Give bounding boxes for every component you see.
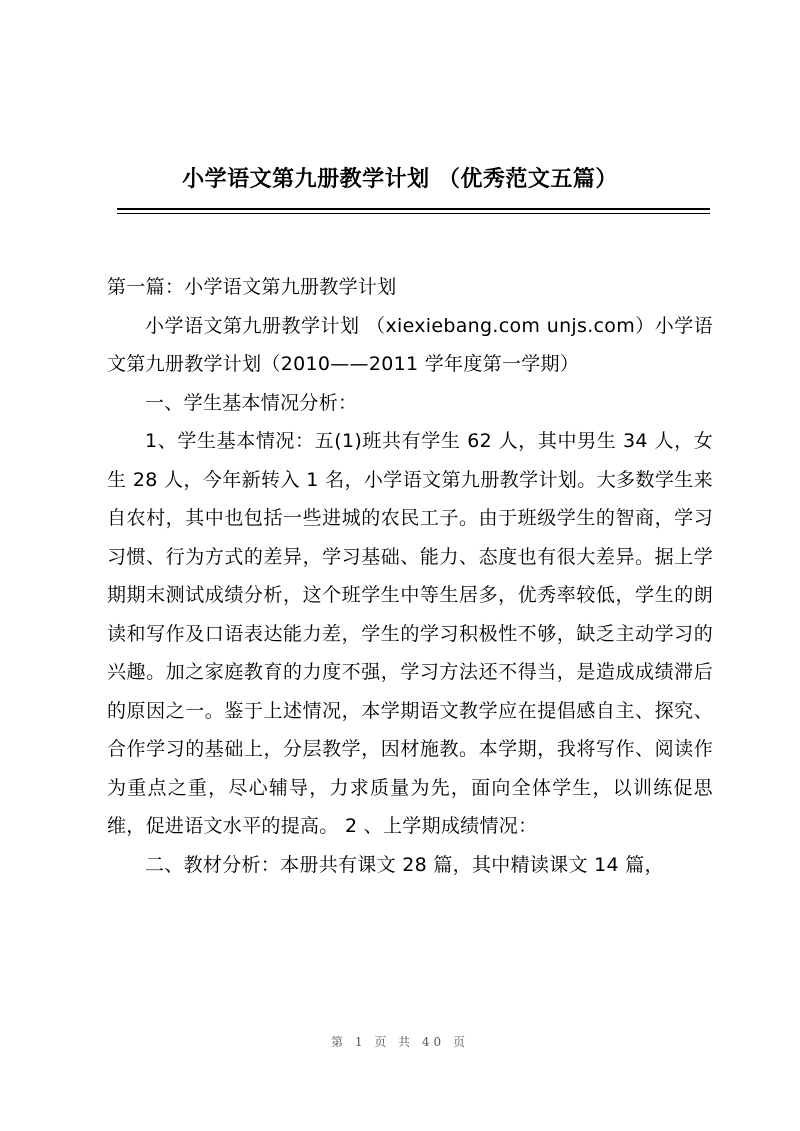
page-number: 第 1 页 共 40 页 bbox=[331, 1035, 469, 1049]
paragraph-student-situation: 1、学生基本情况：五(1)班共有学生 62 人，其中男生 34 人，女生 28 人，今年新转入 1 名，小学语文第九册教学计划。大多数学生来自农村，其中也包括一些进城的农民工子。由于班级学生的智商，学习习惯、行为方式的差异，学习基础、能力、态度也有很大差异。据上学期期末测试成绩分析，这个班学生中等生居多，优秀率较低，学生的朗读和写作及口语表达能力差，学生的学习积极性不够，缺乏主动学习的兴趣。加之家庭教育的力度不强，学习方法还不得当，是造成成绩滞后的原因之一。鉴于上述情况，本学期语文教学应在提倡感自主、探究、合作学习的基础上，分层教学，因材施教。本学期，我将写作、阅读作为重点之重，尽心辅导，力求质量为先，面向全体学生，以训练促思维，促进语文水平的提高。 2 、上学期成绩情况： bbox=[107, 430, 713, 837]
document-body bbox=[107, 268, 713, 884]
paragraph-heading-student-analysis: 一、学生基本情况分析： bbox=[145, 391, 358, 414]
paragraph-textbook-analysis: 二、教材分析：本册共有课文 28 篇，其中精读课文 14 篇， bbox=[145, 853, 664, 876]
document-title: 小学语文第九册教学计划 （优秀范文五篇） bbox=[182, 166, 618, 192]
paragraph-intro: 小学语文第九册教学计划 （xiexiebang.com unjs.com）小学语文第九册教学计划（2010——2011 学年度第一学期） bbox=[107, 314, 713, 375]
title-rule-thin bbox=[117, 213, 710, 214]
title-rule-thick bbox=[117, 208, 710, 210]
section-heading: 第一篇：小学语文第九册教学计划 bbox=[107, 276, 397, 298]
